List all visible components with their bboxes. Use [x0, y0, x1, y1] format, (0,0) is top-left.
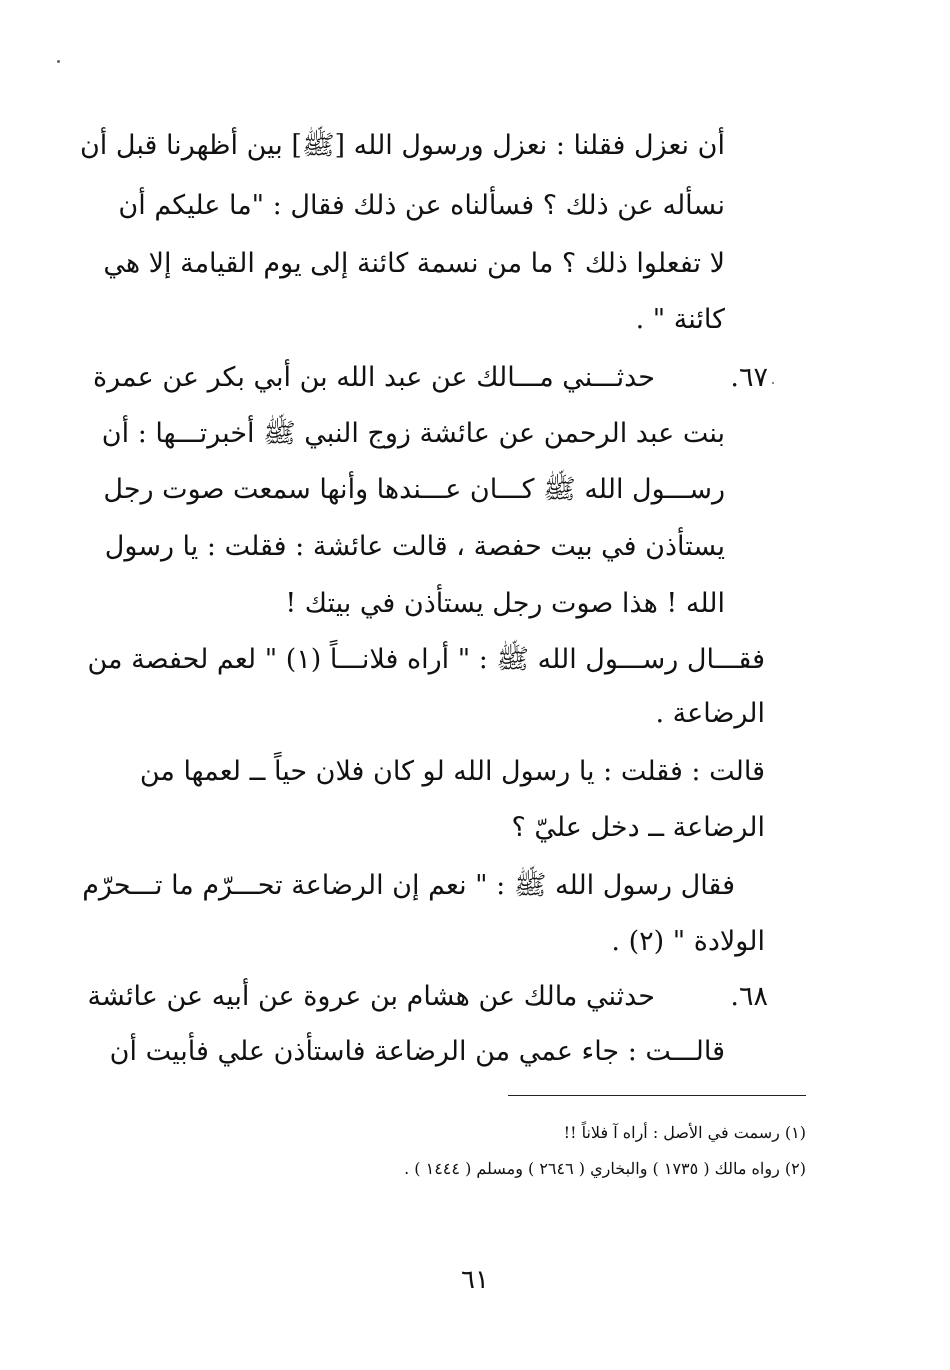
body-line: الولادة " (٢) . [611, 926, 765, 957]
body-line: نسأله عن ذلك ؟ فسألناه عن ذلك فقال : "ما عليكم أن [118, 190, 725, 221]
footnote: (١) رسمت في الأصل : أراه آ فلاناً !! [563, 1123, 806, 1142]
body-line: كائنة " . [635, 304, 725, 335]
hadith-number: ٦٧. [730, 362, 768, 393]
footnote: (٢) رواه مالك ( ١٧٣٥ ) والبخاري ( ٢٦٤٦ ) ومسلم ( ١٤٤٤ ) . [404, 1159, 806, 1178]
body-line: قالت : فقلت : يا رسول الله لو كان فلان حياً ــ لعمها من [139, 756, 765, 787]
body-line: رســـول الله ﷺ كـــان عـــندها وأنها سمعت صوت رجل [103, 474, 725, 505]
hadith-number: ٦٨. [730, 981, 768, 1012]
body-line: الله ! هذا صوت رجل يستأذن في بيتك ! [285, 588, 725, 619]
body-line: قالـــت : جاء عمي من الرضاعة فاستأذن علي فأبيت أن [109, 1036, 725, 1067]
body-line: حدثني مالك عن هشام بن عروة عن أبيه عن عائشة [87, 981, 655, 1012]
scan-speck [57, 60, 60, 63]
body-line: الرضاعة ــ دخل عليّ ؟ [511, 812, 765, 843]
body-line: بنت عبد الرحمن عن عائشة زوج النبي ﷺ أخبرتـــها : أن [101, 418, 725, 449]
body-line: حدثـــني مـــالك عن عبد الله بن أبي بكر عن عمرة [93, 362, 655, 393]
body-line: أن نعزل فقلنا : نعزل ورسول الله [ﷺ] بين أظهرنا قبل أن [79, 130, 725, 161]
body-line: فقال رسول الله ﷺ : " نعم إن الرضاعة تحـــرّم ما تـــحرّم [82, 870, 735, 901]
body-line: فقـــال رســـول الله ﷺ : " أراه فلانـــاً (١) " لعم لحفصة من [87, 644, 765, 675]
footnote-separator [508, 1095, 806, 1096]
body-line: يستأذن في بيت حفصة ، قالت عائشة : فقلت : يا رسول [104, 531, 725, 562]
scan-speck [772, 382, 774, 384]
body-line: لا تفعلوا ذلك ؟ ما من نسمة كائنة إلى يوم القيامة إلا هي [103, 248, 725, 279]
page-number: ٦١ [461, 1265, 489, 1295]
body-line: الرضاعة . [655, 698, 765, 729]
